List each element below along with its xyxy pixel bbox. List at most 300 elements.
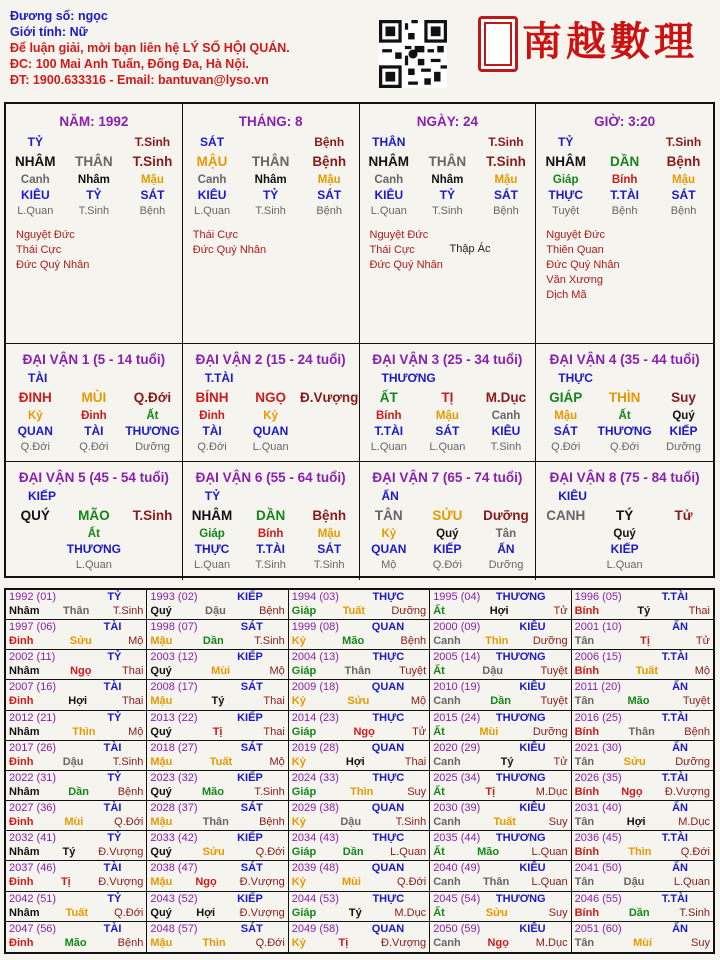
year-god: SÁT (240, 681, 263, 694)
year-god: TÀI (103, 621, 122, 634)
year-stem: Giáp (291, 846, 317, 859)
year-label: 2009 (18) (291, 681, 339, 694)
year-stage: Thai (263, 695, 285, 708)
year-label: 1997 (06) (9, 621, 57, 634)
year-cell (289, 861, 430, 891)
year-stem: Canh (433, 755, 461, 768)
year-stage: Dưỡng (391, 605, 427, 617)
dai-van-title: ĐẠI VẬN 4 (35 - 44 tuổi) (549, 352, 700, 367)
year-stage: Mộ (128, 725, 144, 738)
year-god: QUAN (371, 802, 405, 815)
dai-van-branch: SỬU (432, 508, 463, 523)
year-cell (430, 650, 571, 680)
year-cell (147, 711, 288, 741)
year-stage: M.Dục (535, 936, 568, 949)
year-god: THỰC (372, 711, 405, 724)
year-god: THƯƠNG (495, 651, 546, 664)
year-label: 2041 (50) (574, 862, 622, 875)
dai-van-god: KIÊU (558, 489, 587, 503)
year-stage: Thai (121, 695, 144, 708)
year-label: 1995 (04) (433, 591, 481, 603)
year-label: 2037 (46) (9, 862, 57, 875)
year-cell (6, 922, 147, 952)
year-god: KIẾP (237, 711, 263, 724)
gt-label: Giới tính: (10, 25, 67, 39)
year-stem: Ất (433, 906, 445, 919)
year-stem: Kỷ (291, 755, 306, 768)
year-stem: Quý (150, 785, 172, 798)
year-cell (430, 680, 571, 710)
year-cell (289, 801, 430, 831)
hidden-god (123, 542, 182, 557)
hidden-god: TÀI (202, 424, 222, 438)
hidden-stage: L.Quan (75, 559, 112, 571)
dai-van-stem: ẤT (379, 390, 398, 405)
year-stem: Mậu (150, 876, 173, 889)
year-branch: Sửu (623, 755, 646, 768)
logo: 南越數理 (522, 18, 698, 65)
year-god: QUAN (371, 621, 405, 634)
year-branch: Thìn (72, 725, 96, 738)
year-table (4, 588, 715, 954)
year-cell (147, 801, 288, 831)
year-label: 2016 (25) (574, 711, 622, 724)
dai-van-stage: M.Dục (485, 390, 527, 405)
dai-van-stem: CANH (546, 508, 586, 523)
year-stage: L.Quan (673, 876, 710, 889)
year-branch: Tý (62, 846, 76, 859)
year-branch: Mùi (341, 876, 361, 889)
year-branch: Sửu (485, 906, 508, 919)
hidden-stage: L.Quan (193, 205, 231, 217)
dai-van-stem: ĐINH (18, 390, 52, 405)
year-cell (572, 771, 713, 801)
year-cell (147, 590, 288, 620)
year-stem: Canh (433, 936, 461, 949)
year-stem: Ất (433, 846, 445, 859)
year-cell (289, 892, 430, 922)
year-cell (572, 831, 713, 861)
dai-van-god: KIẾP (28, 489, 57, 503)
dai-van-title: ĐẠI VẬN 5 (45 - 54 tuổi) (18, 470, 169, 485)
year-god: T.TÀI (661, 711, 688, 724)
year-branch: Sửu (202, 846, 225, 859)
hidden-stage: Q.Đới (551, 441, 581, 453)
hidden-stem: Canh (20, 174, 50, 186)
year-cell (6, 620, 147, 650)
year-branch: Hợi (489, 605, 509, 617)
hidden-stage: Dưỡng (488, 559, 524, 571)
year-branch: Tị (212, 725, 223, 738)
year-branch: Tị (338, 936, 349, 949)
year-cell (430, 711, 571, 741)
year-stage: Thai (688, 605, 710, 617)
note-item: Đức Quý Nhân (16, 259, 90, 271)
year-god: TÀI (103, 922, 122, 935)
pillar-blank (418, 135, 477, 151)
hidden-god (6, 542, 65, 557)
year-branch: Mão (627, 695, 650, 708)
year-stage: Tử (695, 635, 710, 648)
year-stem: Giáp (291, 605, 317, 617)
year-branch: Tuất (493, 816, 516, 829)
year-branch: Tuất (65, 906, 89, 919)
year-label: 1992 (01) (9, 591, 57, 603)
year-stem: Ất (433, 785, 445, 798)
year-branch: Tý (500, 755, 514, 768)
year-stem: Nhâm (9, 605, 40, 617)
year-god: SÁT (240, 862, 263, 875)
pillar-title: NGÀY: 24 (416, 114, 478, 129)
year-cell (6, 831, 147, 861)
year-stem: Mậu (150, 936, 173, 949)
dai-van-title: ĐẠI VẬN 2 (15 - 24 tuổi) (195, 352, 346, 367)
year-god: T.TÀI (661, 591, 688, 603)
year-stem: Quý (150, 846, 172, 859)
year-branch: Dậu (482, 665, 504, 678)
year-cell (572, 711, 713, 741)
year-branch: Dần (342, 846, 364, 859)
hidden-stem: Quý (672, 410, 695, 422)
year-label: 2013 (22) (150, 711, 198, 724)
year-god: TÀI (103, 802, 122, 815)
dai-van-title: ĐẠI VẬN 6 (55 - 64 tuổi) (195, 470, 346, 485)
hidden-stage: T.Sinh (490, 441, 522, 453)
year-stage: L.Quan (390, 846, 427, 859)
year-god: ẤN (672, 862, 688, 875)
year-label: 2025 (34) (433, 771, 481, 784)
year-stage: Q.Đới (114, 816, 144, 829)
year-god: T.TÀI (661, 651, 688, 664)
note-item: Dịch Mã (546, 289, 587, 301)
hidden-stem: Kỷ (381, 528, 397, 540)
pillar-title: GIỜ: 3:20 (594, 114, 656, 129)
year-cell (430, 741, 571, 771)
year-stem: Nhâm (9, 665, 40, 678)
pillar-title: THÁNG: 8 (238, 114, 303, 129)
year-label: 2044 (53) (291, 892, 339, 905)
hidden-stem: Mậu (554, 410, 578, 422)
year-god: ẤN (672, 802, 688, 815)
year-label: 2045 (54) (433, 892, 481, 905)
dai-van-cell (360, 344, 537, 462)
hidden-god: QUAN (252, 424, 289, 438)
note-item: Thái Cực (369, 244, 415, 256)
year-label: 2034 (43) (291, 832, 339, 845)
year-stage: Mộ (269, 665, 285, 678)
year-branch: Thìn (485, 635, 509, 648)
hidden-god: KIÊU (374, 188, 404, 202)
year-cell (6, 650, 147, 680)
year-cell (289, 771, 430, 801)
year-stem: Bính (574, 665, 600, 678)
hidden-stem: Đinh (199, 410, 225, 422)
year-stem: Bính (574, 785, 600, 798)
year-stage: M.Dục (678, 816, 710, 829)
year-stem: Tân (574, 876, 595, 889)
year-stage: L.Quan (531, 876, 568, 889)
year-cell (147, 620, 288, 650)
year-cell (147, 831, 288, 861)
pillar-stage-top: T.Sinh (134, 135, 171, 149)
pillar-cell (6, 104, 183, 344)
note-item: Nguyệt Đức (369, 229, 429, 241)
year-god: THỰC (372, 892, 405, 905)
year-branch: Thân (202, 816, 229, 829)
year-branch: Dần (202, 635, 224, 648)
hidden-god: T.TÀI (610, 188, 639, 202)
year-cell (6, 711, 147, 741)
hidden-stage: T.Sinh (78, 205, 110, 217)
year-god: TỶ (107, 771, 122, 784)
hidden-stage: L.Quan (17, 205, 54, 217)
year-cell (430, 771, 571, 801)
year-god: THƯƠNG (495, 892, 546, 905)
dai-van-title: ĐẠI VẬN 1 (5 - 14 tuổi) (22, 352, 166, 367)
pillar-cell (536, 104, 713, 344)
hidden-stem: Ất (618, 410, 631, 422)
hidden-stem: Mậu (672, 174, 696, 186)
dai-van-stem: TÂN (374, 508, 403, 523)
hidden-stage: Bệnh (611, 205, 638, 217)
year-label: 1999 (08) (291, 621, 339, 634)
hidden-stage: Bệnh (493, 205, 519, 217)
pillar-notes (193, 228, 266, 258)
year-branch: Tuất (342, 605, 366, 617)
year-stage: Đ.Vượng (239, 906, 285, 919)
hidden-stage (654, 557, 713, 573)
note-item: Đức Quý Nhân (546, 259, 620, 271)
year-cell (289, 590, 430, 620)
year-stage: Suy (548, 906, 568, 919)
hidden-god: ẤN (497, 542, 515, 556)
year-god: QUAN (371, 862, 405, 875)
hidden-stem: Bính (376, 410, 402, 422)
year-stem: Đinh (9, 816, 34, 829)
pillar-branch: THÂN (251, 154, 290, 169)
year-stem: Kỷ (291, 936, 306, 949)
year-god: KIẾP (237, 832, 263, 845)
year-label: 2048 (57) (150, 922, 198, 935)
year-stage: Suy (548, 816, 568, 829)
hidden-god: SÁT (435, 424, 460, 438)
year-god: KIẾP (237, 591, 263, 603)
year-god: THỰC (372, 591, 405, 603)
note-item: Nguyệt Đức (546, 229, 605, 241)
year-label: 2017 (26) (9, 741, 57, 754)
hidden-god: TÀI (84, 424, 104, 438)
year-cell (289, 922, 430, 952)
year-label: 2042 (51) (9, 892, 57, 905)
year-stem: Canh (433, 695, 461, 708)
hidden-stem (654, 527, 713, 542)
year-stage: Bệnh (259, 816, 285, 829)
year-label: 2039 (48) (291, 862, 339, 875)
dai-van-stage: Dưỡng (483, 508, 529, 523)
dai-van-stage: T.Sinh (132, 508, 173, 523)
year-label: 2002 (11) (9, 651, 56, 664)
year-label: 2003 (12) (150, 651, 198, 664)
year-stage: Suy (691, 936, 710, 949)
pillar-notes (370, 228, 443, 273)
year-stem: Bính (574, 725, 600, 738)
year-stage: Tử (412, 725, 427, 738)
hidden-god: THỰC (548, 188, 584, 202)
pillar-stem: NHÂM (15, 154, 56, 169)
year-stem: Đinh (9, 695, 34, 708)
year-branch: Mùi (64, 816, 84, 829)
hidden-god: TỶ (86, 188, 102, 202)
year-cell (289, 620, 430, 650)
hidden-stem: Canh (491, 410, 521, 422)
year-label: 2043 (52) (150, 892, 198, 905)
year-label: 2047 (56) (9, 922, 57, 935)
year-cell (572, 861, 713, 891)
year-cell (430, 801, 571, 831)
year-cell (147, 741, 288, 771)
year-cell (289, 741, 430, 771)
year-stem: Tân (574, 816, 595, 829)
hidden-god: KIÊU (491, 424, 521, 438)
year-god: THỰC (372, 651, 405, 664)
year-cell (6, 590, 147, 620)
hidden-stem: Giáp (199, 528, 225, 540)
dai-van-god: TỶ (204, 489, 221, 503)
year-stage: Bệnh (117, 936, 144, 949)
year-label: 2038 (47) (150, 862, 198, 875)
year-god: KIẾP (237, 892, 263, 905)
year-god: QUAN (371, 681, 405, 694)
year-stem: Đinh (9, 936, 34, 949)
pillar-stage: T.Sinh (486, 154, 526, 169)
year-branch: Ngọ (487, 936, 509, 949)
year-stem: Nhâm (9, 846, 40, 859)
pillar-blank (595, 135, 654, 151)
pillar-stage-top: T.Sinh (665, 135, 702, 149)
dai-van-stage: Bệnh (312, 508, 347, 523)
hidden-stem: Giáp (552, 174, 579, 186)
hidden-stage: L.Quan (606, 559, 643, 571)
year-cell (572, 650, 713, 680)
note-item: Thiên Quan (546, 244, 604, 256)
hidden-stem: Ất (87, 528, 100, 540)
year-god: SÁT (240, 802, 263, 815)
hidden-stem: Kỷ (263, 410, 278, 422)
year-stem: Bính (574, 906, 600, 919)
year-branch: Hợi (68, 695, 88, 708)
year-stage: Tuyệt (682, 695, 710, 708)
year-branch: Mùi (633, 936, 653, 949)
pillar-stage-top: Bệnh (314, 135, 345, 149)
dai-van-cell (6, 344, 183, 462)
year-god: ẤN (672, 741, 688, 754)
year-label: 2018 (27) (150, 741, 198, 754)
year-branch: Mão (342, 635, 365, 648)
year-stem: Quý (150, 605, 172, 617)
dai-van-cell (6, 462, 183, 580)
year-stage: Q.Đới (680, 846, 710, 859)
pillar-stage-top: T.Sinh (488, 135, 524, 149)
contact-line: Để luận giải, mời bạn liên hệ LÝ SỐ HỘI QUÁN. (10, 41, 290, 55)
hidden-stage: L.Quan (429, 441, 466, 453)
year-stem: Tân (574, 755, 595, 768)
hidden-stage (6, 557, 65, 573)
year-label: 2040 (49) (433, 862, 481, 875)
hidden-god: THỰC (194, 542, 230, 556)
hidden-stem (123, 527, 182, 542)
dai-van-stage: Q.Đới (133, 390, 172, 405)
year-stage: Bệnh (259, 605, 285, 617)
year-branch: Thìn (202, 936, 226, 949)
year-label: 2011 (20) (574, 681, 621, 694)
seal-stamp-icon (478, 16, 518, 72)
hidden-god: T.TÀI (374, 424, 404, 438)
year-stem: Ất (433, 665, 445, 678)
year-branch: Sửu (69, 635, 92, 648)
year-stage: Q.Đới (396, 876, 427, 889)
year-stage: Q.Đới (255, 846, 285, 859)
dai-van-cell (536, 344, 713, 462)
address-line: ĐC: 100 Mai Anh Tuấn, Đống Đa, Hà Nội. (10, 57, 249, 71)
hidden-stem: Ất (146, 410, 159, 422)
year-label: 2014 (23) (291, 711, 339, 724)
pillar-god: THÂN (372, 135, 406, 149)
dai-van-stage: Suy (671, 390, 696, 405)
dai-van-god: THƯƠNG (381, 371, 436, 385)
hidden-stage: T.Sinh (255, 559, 286, 571)
dai-van-title: ĐẠI VẬN 7 (65 - 74 tuổi) (372, 470, 523, 485)
year-branch: Thân (482, 876, 510, 889)
dai-van-god: ẤN (381, 489, 399, 503)
year-god: THƯƠNG (495, 711, 546, 724)
dai-van-stage: Đ.Vượng (300, 390, 359, 405)
year-stem: Quý (150, 725, 172, 738)
year-cell (572, 801, 713, 831)
year-stage: Mộ (410, 695, 427, 708)
year-stem: Mậu (150, 635, 173, 648)
dai-van-branch: NGỌ (255, 390, 286, 405)
dai-van-stem: BÍNH (195, 390, 229, 405)
year-god: TÀI (103, 681, 122, 694)
dai-van-cell (183, 462, 360, 580)
year-stage: Bệnh (117, 785, 144, 798)
year-stem: Đinh (9, 876, 34, 889)
year-god: KIÊU (519, 802, 546, 815)
year-label: 2028 (37) (150, 802, 198, 815)
year-stem: Kỷ (291, 695, 306, 708)
year-god: KIÊU (519, 621, 546, 634)
hidden-god: TỶ (262, 188, 279, 202)
dai-van-branch: DẦN (255, 508, 286, 523)
year-stage: M.Dục (535, 785, 568, 798)
year-branch: Dần (68, 785, 90, 798)
year-stage: Q.Đới (114, 906, 144, 919)
pillar-cell (183, 104, 360, 344)
year-cell (572, 680, 713, 710)
year-stage: T.Sinh (112, 605, 144, 617)
year-cell (147, 861, 288, 891)
year-label: 2021 (30) (574, 741, 622, 754)
year-stage: Mộ (269, 755, 285, 768)
pillar-stem: MẬU (196, 154, 228, 169)
year-branch: Tý (211, 695, 225, 708)
year-stage: Q.Đới (255, 936, 285, 949)
year-branch: Hợi (196, 906, 216, 919)
year-branch: Sửu (347, 695, 370, 708)
year-label: 2023 (32) (150, 771, 198, 784)
dai-van-stem: NHÂM (191, 508, 233, 523)
year-label: 2015 (24) (433, 711, 481, 724)
